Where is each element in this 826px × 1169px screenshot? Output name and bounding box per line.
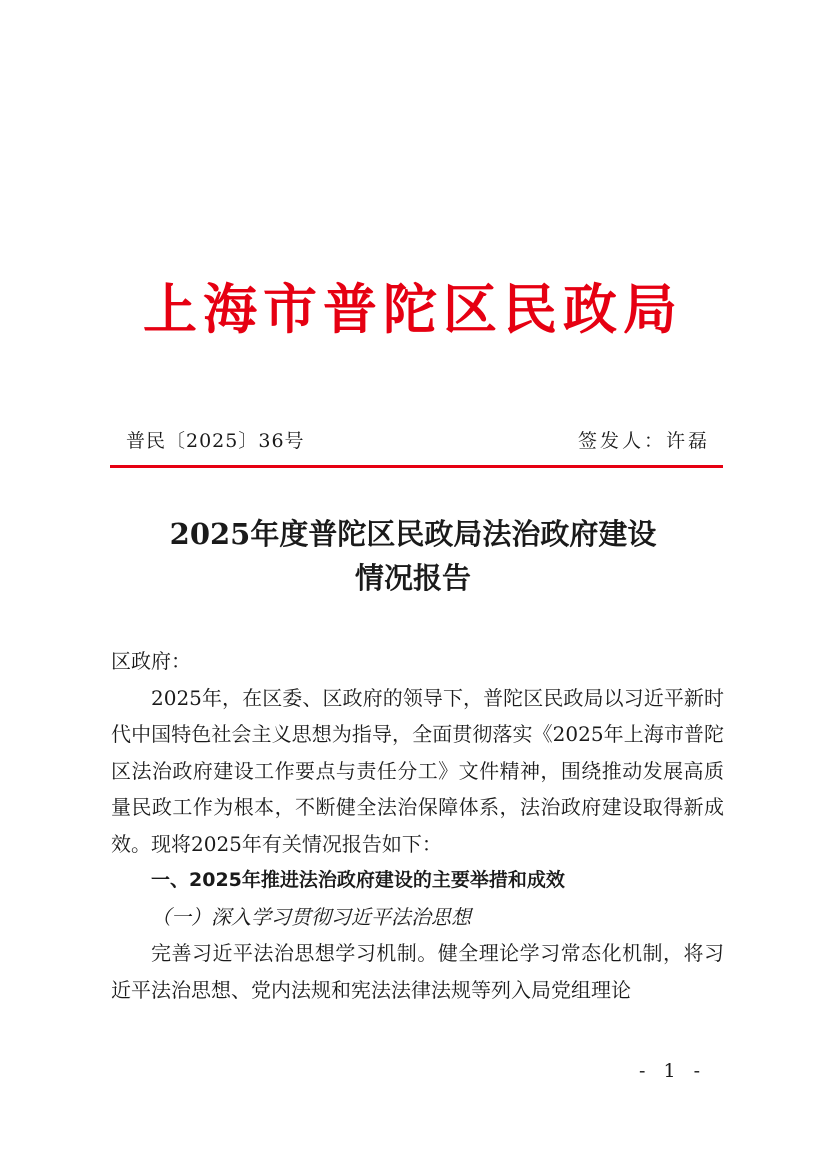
title-line-1: 2025年度普陀区民政局法治政府建设 — [169, 517, 657, 551]
title-line-2: 情况报告 — [354, 561, 471, 595]
signer: 签发人：许磊 — [577, 430, 710, 452]
red-divider-line — [110, 465, 723, 468]
section-heading: 一、2025年推进法治政府建设的主要举措和成效 — [151, 869, 565, 891]
page-number: - 1 - — [638, 1060, 706, 1082]
document-body — [111, 643, 724, 1008]
paragraph-body: 完善习近平法治思想学习机制。健全理论学习常态化机制，将习近平法治思想、党内法规和宪法法律法规等列入局党组理论 — [111, 941, 724, 1002]
document-title — [0, 512, 826, 600]
paragraph-intro: 2025年，在区委、区政府的领导下，普陀区民政局以习近平新时代中国特色社会主义思想为指导，全面贯彻落实《2025年上海市普陀区法治政府建设工作要点与责任分工》文件精神，围绕推动发展高质量民政工作为根本，不断健全法治保障体系，法治政府建设取得新成效。现将2025年有关情况报告如下： — [111, 685, 724, 856]
salutation: 区政府： — [111, 649, 191, 673]
subsection-heading: （一）深入学习贯彻习近平法治思想 — [151, 904, 471, 929]
document-number: 普民〔2025〕36号 — [126, 430, 305, 452]
agency-name: 上海市普陀区民政局 — [143, 277, 683, 341]
